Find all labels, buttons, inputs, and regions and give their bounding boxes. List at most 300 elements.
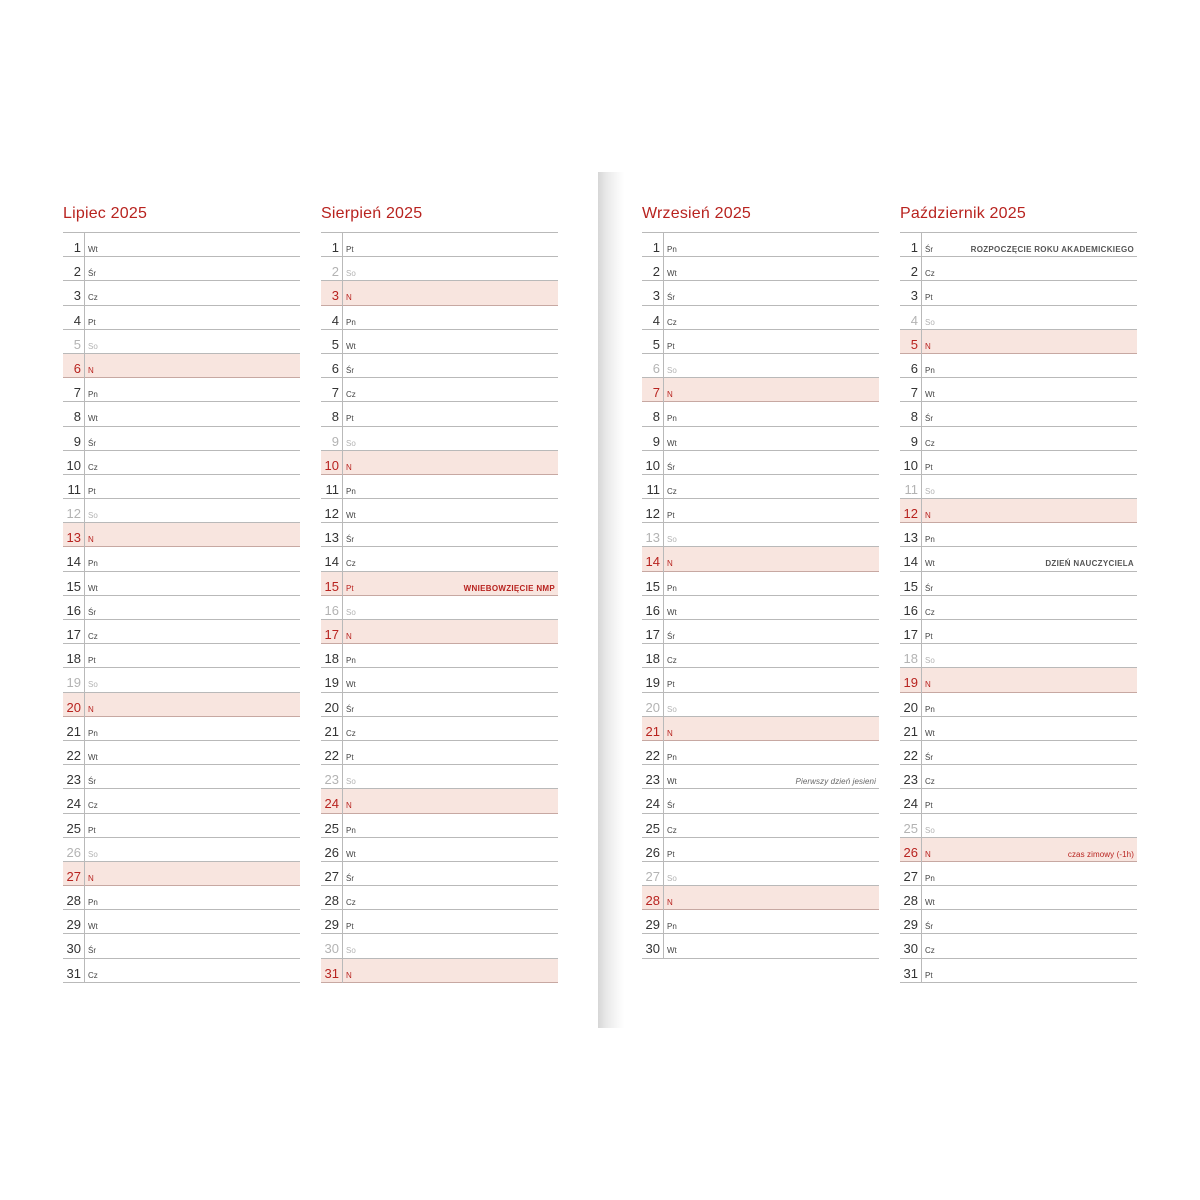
day-row: [321, 354, 558, 378]
column-divider: [342, 741, 343, 765]
column-divider: [921, 910, 922, 934]
day-number: 8: [652, 409, 660, 425]
column-divider: [663, 451, 664, 475]
weekday-label: Śr: [667, 293, 675, 303]
weekday-label: So: [346, 269, 356, 279]
column-divider: [663, 475, 664, 499]
day-row: [63, 523, 300, 547]
column-divider: [921, 427, 922, 451]
column-divider: [84, 523, 85, 547]
weekday-label: Pn: [925, 873, 935, 883]
day-number: 21: [66, 723, 81, 739]
column-divider: [663, 233, 664, 257]
day-row: [900, 693, 1137, 717]
column-divider: [921, 934, 922, 958]
column-divider: [663, 547, 664, 571]
day-number: 14: [903, 554, 918, 570]
day-row: [321, 886, 558, 910]
weekday-label: Pt: [346, 583, 354, 593]
weekday-label: N: [346, 801, 352, 811]
day-number: 29: [66, 917, 81, 933]
weekday-label: Wt: [88, 752, 98, 762]
weekday-label: Wt: [346, 849, 356, 859]
column-divider: [921, 475, 922, 499]
weekday-label: N: [667, 390, 673, 400]
day-row: [900, 620, 1137, 644]
weekday-label: Śr: [346, 873, 354, 883]
day-row: [63, 668, 300, 692]
weekday-label: Pt: [925, 970, 933, 980]
column-divider: [921, 281, 922, 305]
weekday-label: Pt: [667, 849, 675, 859]
month-column: [900, 200, 1137, 983]
column-divider: [342, 886, 343, 910]
weekday-label: Wt: [88, 583, 98, 593]
column-divider: [921, 838, 922, 862]
day-number: 19: [324, 675, 339, 691]
day-number: 28: [324, 893, 339, 909]
day-row: [321, 838, 558, 862]
day-number: 25: [324, 820, 339, 836]
day-row: [900, 475, 1137, 499]
column-divider: [921, 886, 922, 910]
weekday-label: Pn: [88, 390, 98, 400]
column-divider: [921, 741, 922, 765]
day-row: [900, 451, 1137, 475]
day-number: 20: [66, 699, 81, 715]
day-number: 7: [652, 385, 660, 401]
day-row: [642, 644, 879, 668]
day-row: [63, 862, 300, 886]
day-number: 9: [73, 433, 81, 449]
day-row: [321, 330, 558, 354]
column-divider: [921, 668, 922, 692]
weekday-label: Wt: [346, 511, 356, 521]
column-divider: [342, 523, 343, 547]
day-row: [900, 934, 1137, 958]
day-number: 24: [324, 796, 339, 812]
weekday-label: Cz: [667, 486, 677, 496]
day-row: [321, 741, 558, 765]
weekday-label: Cz: [88, 462, 98, 472]
day-row: [642, 572, 879, 596]
day-number: 31: [324, 965, 339, 981]
day-number: 18: [66, 651, 81, 667]
day-row: [900, 838, 1137, 862]
weekday-label: Pt: [346, 752, 354, 762]
weekday-label: Pn: [925, 704, 935, 714]
column-divider: [921, 451, 922, 475]
day-list: [321, 233, 558, 983]
day-number: 18: [324, 651, 339, 667]
day-number: 30: [903, 941, 918, 957]
column-divider: [342, 789, 343, 813]
day-row: [63, 959, 300, 983]
day-row: [321, 596, 558, 620]
day-number: 25: [66, 820, 81, 836]
month-title: Sierpień 2025: [321, 200, 558, 233]
weekday-label: Śr: [667, 632, 675, 641]
weekday-label: Cz: [88, 801, 98, 811]
weekday-label: So: [925, 825, 935, 835]
day-number: 2: [331, 264, 339, 280]
day-number: 30: [645, 941, 660, 957]
column-divider: [84, 934, 85, 958]
day-number: 3: [910, 288, 918, 304]
day-number: 21: [324, 723, 339, 739]
column-divider: [84, 451, 85, 475]
column-divider: [921, 620, 922, 644]
column-divider: [342, 257, 343, 281]
day-number: 2: [652, 264, 660, 280]
column-divider: [84, 789, 85, 813]
weekday-label: Wt: [925, 898, 935, 908]
day-row: [642, 306, 879, 330]
day-row: [900, 281, 1137, 305]
weekday-label: N: [925, 849, 931, 859]
column-divider: [921, 572, 922, 596]
column-divider: [921, 814, 922, 838]
day-number: 14: [66, 554, 81, 570]
day-number: 19: [66, 675, 81, 691]
weekday-label: Pt: [88, 825, 96, 835]
page-spine: [598, 172, 624, 1028]
weekday-label: So: [346, 777, 356, 787]
day-row: [63, 257, 300, 281]
day-row: [642, 886, 879, 910]
day-row: [321, 910, 558, 934]
day-row: [321, 717, 558, 741]
day-row: [63, 354, 300, 378]
day-row: [642, 547, 879, 571]
day-number: 9: [331, 433, 339, 449]
weekday-label: So: [88, 341, 98, 351]
day-row: [321, 427, 558, 451]
weekday-label: Śr: [925, 414, 933, 424]
day-number: 5: [73, 336, 81, 352]
weekday-label: Pt: [925, 293, 933, 303]
column-divider: [342, 354, 343, 378]
weekday-label: Śr: [88, 777, 96, 787]
weekday-label: Wt: [925, 390, 935, 400]
weekday-label: So: [88, 511, 98, 521]
day-number: 10: [903, 457, 918, 473]
day-number: 20: [903, 699, 918, 715]
day-row: [321, 499, 558, 523]
day-number: 30: [324, 941, 339, 957]
column-divider: [84, 499, 85, 523]
day-row: [321, 862, 558, 886]
column-divider: [84, 886, 85, 910]
day-number: 31: [903, 965, 918, 981]
month-column: [321, 200, 558, 983]
column-divider: [663, 668, 664, 692]
day-number: 25: [903, 820, 918, 836]
column-divider: [921, 862, 922, 886]
day-row: [63, 572, 300, 596]
day-row: [900, 717, 1137, 741]
weekday-label: Pt: [346, 922, 354, 932]
day-row: [321, 668, 558, 692]
day-number: 16: [324, 602, 339, 618]
day-row: [642, 427, 879, 451]
day-row: [642, 281, 879, 305]
day-number: 7: [331, 385, 339, 401]
day-note: ROZPOCZĘCIE ROKU AKADEMICKIEGO: [970, 245, 1134, 254]
day-number: 15: [903, 578, 918, 594]
day-number: 15: [324, 578, 339, 594]
column-divider: [84, 765, 85, 789]
day-number: 4: [652, 312, 660, 328]
column-divider: [84, 910, 85, 934]
weekday-label: N: [925, 680, 931, 690]
weekday-label: Pn: [88, 728, 98, 738]
day-row: [321, 475, 558, 499]
weekday-label: Pn: [88, 898, 98, 908]
day-row: [642, 934, 879, 958]
column-divider: [921, 547, 922, 571]
day-row: [63, 306, 300, 330]
weekday-label: Pt: [667, 680, 675, 690]
column-divider: [342, 934, 343, 958]
weekday-label: N: [88, 873, 94, 883]
day-number: 31: [66, 965, 81, 981]
day-number: 4: [910, 312, 918, 328]
day-row: [900, 959, 1137, 983]
column-divider: [663, 789, 664, 813]
weekday-label: Pn: [346, 825, 356, 835]
day-number: 8: [331, 409, 339, 425]
weekday-label: N: [88, 365, 94, 375]
day-number: 13: [66, 530, 81, 546]
day-number: 11: [325, 481, 339, 497]
column-divider: [663, 814, 664, 838]
day-row: [642, 693, 879, 717]
column-divider: [921, 233, 922, 257]
day-row: [63, 451, 300, 475]
day-number: 19: [903, 675, 918, 691]
day-row: [321, 620, 558, 644]
column-divider: [921, 765, 922, 789]
weekday-label: Pt: [925, 462, 933, 472]
weekday-label: Pn: [925, 535, 935, 545]
day-number: 13: [324, 530, 339, 546]
weekday-label: Wt: [88, 414, 98, 424]
weekday-label: Pt: [667, 341, 675, 351]
column-divider: [921, 789, 922, 813]
day-row: [321, 402, 558, 426]
day-number: 22: [324, 747, 339, 763]
weekday-label: Pn: [667, 583, 677, 593]
weekday-label: Cz: [667, 656, 677, 666]
day-number: 20: [324, 699, 339, 715]
day-row: [321, 281, 558, 305]
weekday-label: Śr: [346, 535, 354, 545]
day-number: 3: [73, 288, 81, 304]
column-divider: [84, 378, 85, 402]
column-divider: [921, 693, 922, 717]
day-row: [642, 257, 879, 281]
day-number: 6: [331, 360, 339, 376]
day-row: [900, 427, 1137, 451]
day-number: 9: [652, 433, 660, 449]
column-divider: [663, 523, 664, 547]
day-number: 25: [645, 820, 660, 836]
column-divider: [921, 717, 922, 741]
column-divider: [663, 572, 664, 596]
day-row: [642, 765, 879, 789]
day-number: 10: [645, 457, 660, 473]
weekday-label: Cz: [346, 559, 356, 569]
day-row: [321, 789, 558, 813]
day-row: [642, 741, 879, 765]
day-number: 5: [652, 336, 660, 352]
column-divider: [342, 765, 343, 789]
day-number: 2: [73, 264, 81, 280]
day-row: [900, 572, 1137, 596]
weekday-label: N: [925, 341, 931, 351]
column-divider: [663, 886, 664, 910]
day-row: [63, 378, 300, 402]
column-divider: [663, 838, 664, 862]
day-number: 13: [645, 530, 660, 546]
weekday-label: Pt: [925, 632, 933, 641]
weekday-label: Pt: [667, 511, 675, 521]
column-divider: [663, 281, 664, 305]
column-divider: [84, 427, 85, 451]
day-row: [642, 620, 879, 644]
column-divider: [663, 693, 664, 717]
weekday-label: Cz: [88, 293, 98, 303]
column-divider: [663, 596, 664, 620]
weekday-label: Wt: [667, 946, 677, 956]
day-row: [642, 354, 879, 378]
day-row: [642, 499, 879, 523]
day-row: [63, 547, 300, 571]
day-row: [63, 281, 300, 305]
day-row: [63, 427, 300, 451]
day-number: 28: [903, 893, 918, 909]
weekday-label: Cz: [925, 777, 935, 787]
day-row: [63, 814, 300, 838]
day-row: [63, 402, 300, 426]
column-divider: [342, 644, 343, 668]
day-number: 22: [903, 747, 918, 763]
column-divider: [84, 281, 85, 305]
day-number: 20: [645, 699, 660, 715]
weekday-label: Cz: [667, 825, 677, 835]
day-list: [900, 233, 1137, 983]
weekday-label: Pn: [667, 922, 677, 932]
day-row: [900, 257, 1137, 281]
weekday-label: Cz: [346, 728, 356, 738]
weekday-label: So: [667, 873, 677, 883]
column-divider: [663, 257, 664, 281]
day-row: [900, 354, 1137, 378]
column-divider: [84, 693, 85, 717]
day-number: 16: [645, 602, 660, 618]
day-number: 9: [910, 433, 918, 449]
weekday-label: Pt: [346, 245, 354, 254]
column-divider: [84, 741, 85, 765]
day-row: [900, 862, 1137, 886]
weekday-label: Wt: [925, 559, 935, 569]
day-row: [642, 862, 879, 886]
weekday-label: So: [346, 607, 356, 617]
day-number: 8: [910, 409, 918, 425]
weekday-label: Cz: [346, 390, 356, 400]
day-number: 7: [910, 385, 918, 401]
weekday-label: Cz: [88, 632, 98, 641]
weekday-label: So: [925, 486, 935, 496]
column-divider: [84, 620, 85, 644]
day-row: [900, 814, 1137, 838]
day-list: [63, 233, 300, 983]
column-divider: [342, 547, 343, 571]
day-number: 26: [66, 844, 81, 860]
day-note: DZIEŃ NAUCZYCIELA: [1045, 559, 1134, 569]
day-row: [321, 959, 558, 983]
column-divider: [84, 644, 85, 668]
column-divider: [663, 620, 664, 644]
day-number: 12: [66, 506, 81, 522]
column-divider: [663, 378, 664, 402]
weekday-label: N: [667, 898, 673, 908]
weekday-label: Cz: [667, 317, 677, 327]
weekday-label: Wt: [346, 680, 356, 690]
column-divider: [342, 862, 343, 886]
column-divider: [342, 620, 343, 644]
weekday-label: Wt: [667, 777, 677, 787]
day-number: 30: [66, 941, 81, 957]
day-list: [642, 233, 879, 959]
day-number: 18: [645, 651, 660, 667]
day-row: [642, 814, 879, 838]
day-row: [900, 547, 1137, 571]
day-row: [63, 717, 300, 741]
weekday-label: Cz: [925, 269, 935, 279]
column-divider: [84, 814, 85, 838]
column-divider: [84, 306, 85, 330]
day-row: [63, 789, 300, 813]
day-number: 8: [73, 409, 81, 425]
day-row: [321, 547, 558, 571]
day-number: 21: [645, 723, 660, 739]
weekday-label: So: [925, 317, 935, 327]
day-number: 27: [66, 868, 81, 884]
column-divider: [921, 499, 922, 523]
day-row: [900, 596, 1137, 620]
day-row: [321, 814, 558, 838]
weekday-label: Śr: [346, 704, 354, 714]
column-divider: [663, 717, 664, 741]
day-row: [900, 741, 1137, 765]
day-number: 15: [66, 578, 81, 594]
day-number: 19: [645, 675, 660, 691]
weekday-label: Śr: [667, 801, 675, 811]
weekday-label: N: [346, 632, 352, 641]
column-divider: [84, 402, 85, 426]
weekday-label: Wt: [346, 341, 356, 351]
day-row: [642, 789, 879, 813]
day-number: 22: [66, 747, 81, 763]
weekday-label: Cz: [925, 438, 935, 448]
weekday-label: Śr: [88, 946, 96, 956]
month-column: [63, 200, 300, 983]
day-number: 2: [910, 264, 918, 280]
day-number: 23: [66, 772, 81, 788]
column-divider: [342, 330, 343, 354]
